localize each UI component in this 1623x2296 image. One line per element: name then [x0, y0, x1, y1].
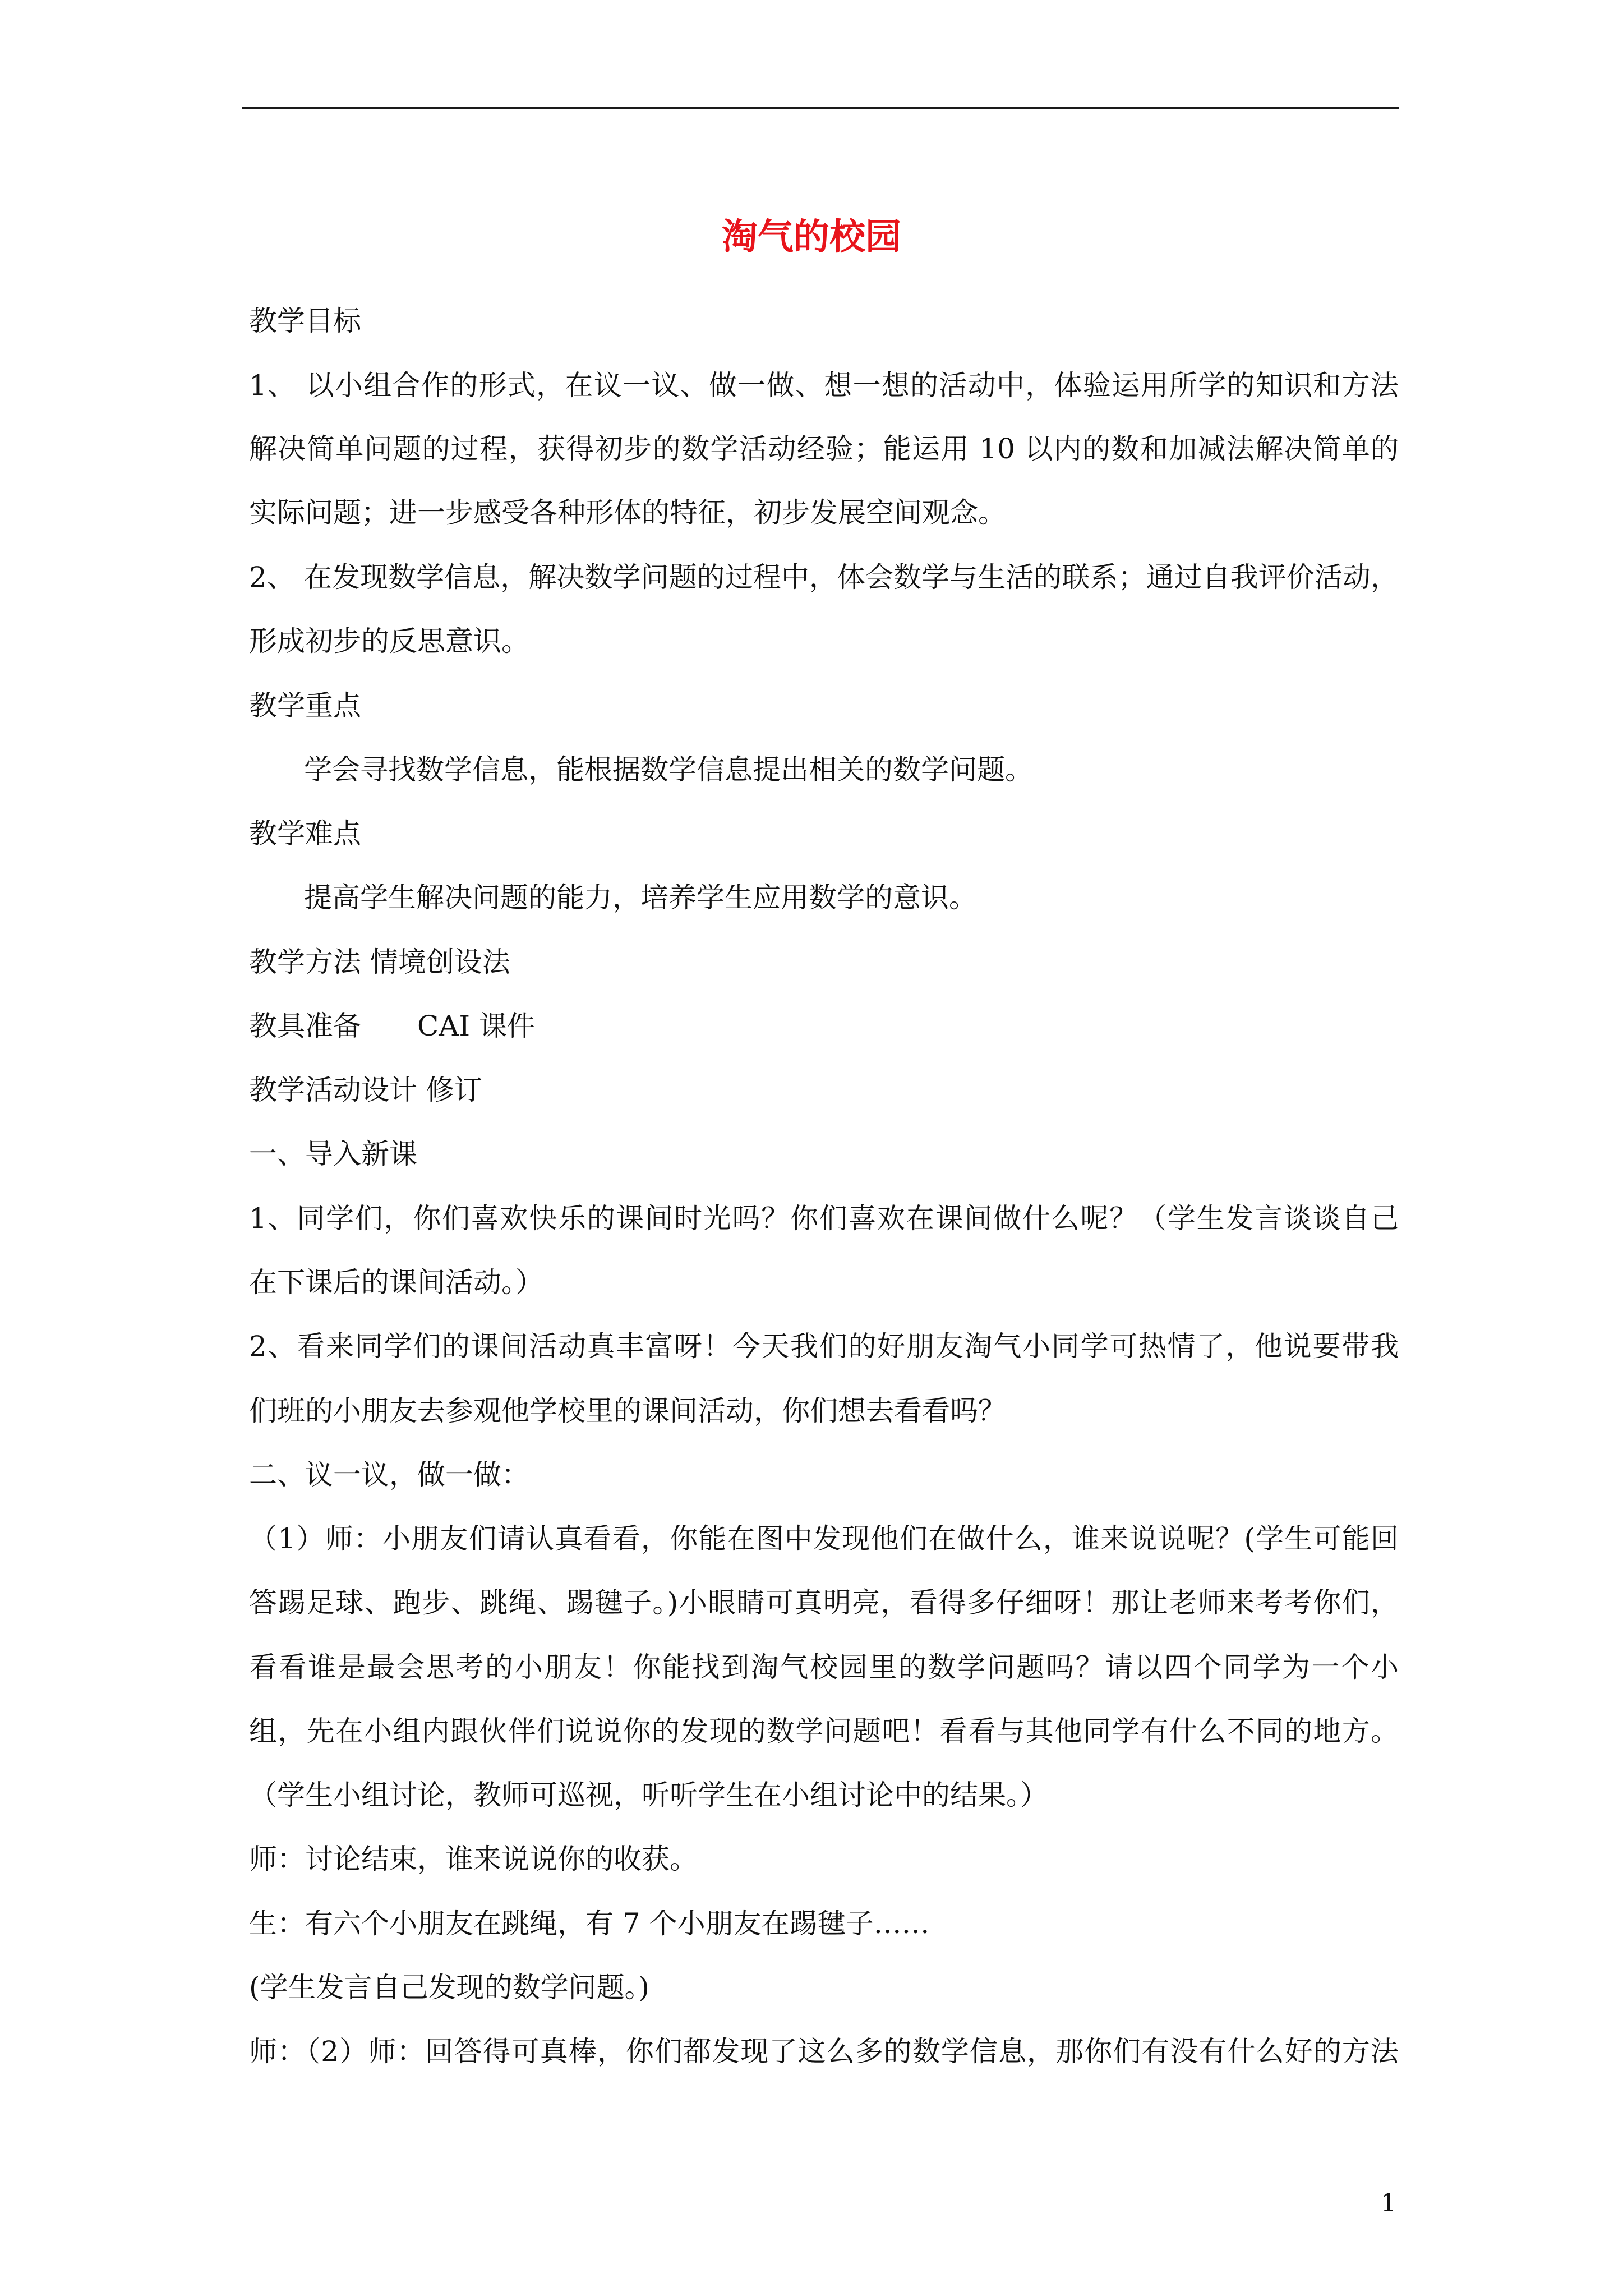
section-heading-materials: 教具准备 CAI 课件: [249, 1010, 536, 1042]
paragraph-line: 组，先在小组内跟伙伴们说说你的发现的数学问题吧！看看与其他同学有什么不同的地方。: [249, 1715, 1399, 1747]
paragraph-line: （学生小组讨论，教师可巡视，听听学生在小组讨论中的结果。）: [249, 1779, 1048, 1811]
section-heading-difficulties: 教学难点: [249, 817, 361, 850]
paragraph-line: 解决简单问题的过程，获得初步的数学活动经验；能运用 10 以内的数和加减法解决简单的: [249, 432, 1399, 465]
paragraph-line: 实际问题；进一步感受各种形体的特征，初步发展空间观念。: [249, 496, 1006, 529]
section-heading-discuss: 二、议一议，做一做：: [249, 1458, 529, 1491]
paragraph-line: 在下课后的课间活动。）: [249, 1266, 543, 1299]
document-title: 淘气的校园: [722, 216, 901, 258]
paragraph-line: （1）师：小朋友们请认真看看，你能在图中发现他们在做什么，谁来说说呢？(学生可能回: [249, 1522, 1399, 1555]
section-heading-objectives: 教学目标: [249, 305, 361, 337]
section-heading-method: 教学方法 情境创设法: [249, 946, 510, 978]
section-heading-key-points: 教学重点: [249, 689, 361, 722]
paragraph-line: 形成初步的反思意识。: [249, 625, 529, 657]
paragraph-line: 答踢足球、跑步、跳绳、踢毽子。)小眼睛可真明亮，看得多仔细呀！那让老师来考考你们，: [249, 1586, 1399, 1619]
paragraph-line: 1、 以小组合作的形式，在议一议、做一做、想一想的活动中，体验运用所学的知识和方法: [249, 369, 1399, 402]
page-number: 1: [1381, 2189, 1396, 2217]
paragraph-line: 师：讨论结束，谁来说说你的收获。: [249, 1843, 698, 1875]
header-rule: [242, 107, 1399, 109]
paragraph-line: 们班的小朋友去参观他学校里的课间活动，你们想去看看吗？: [249, 1395, 1006, 1427]
paragraph-line: 2、 在发现数学信息，解决数学问题的过程中，体会数学与生活的联系；通过自我评价活动，: [249, 561, 1399, 593]
section-heading-intro: 一、导入新课: [249, 1138, 417, 1170]
paragraph-line: 学会寻找数学信息，能根据数学信息提出相关的数学问题。: [304, 753, 1033, 786]
paragraph-line: 生：有六个小朋友在跳绳，有 7 个小朋友在踢毽子……: [249, 1907, 930, 1940]
paragraph-line: 师：（2）师：回答得可真棒，你们都发现了这么多的数学信息，那你们有没有什么好的方法: [249, 2035, 1399, 2068]
paragraph-line: 2、看来同学们的课间活动真丰富呀！今天我们的好朋友淘气小同学可热情了，他说要带我: [249, 1330, 1399, 1363]
paragraph-line: (学生发言自己发现的数学问题。): [249, 1971, 650, 2004]
paragraph-line: 提高学生解决问题的能力，培养学生应用数学的意识。: [304, 881, 977, 914]
section-heading-activity-design: 教学活动设计 修订: [249, 1074, 482, 1106]
paragraph-line: 看看谁是最会思考的小朋友！你能找到淘气校园里的数学问题吗？请以四个同学为一个小: [249, 1651, 1399, 1683]
paragraph-line: 1、同学们，你们喜欢快乐的课间时光吗？你们喜欢在课间做什么呢？（学生发言谈谈自己: [249, 1202, 1399, 1235]
